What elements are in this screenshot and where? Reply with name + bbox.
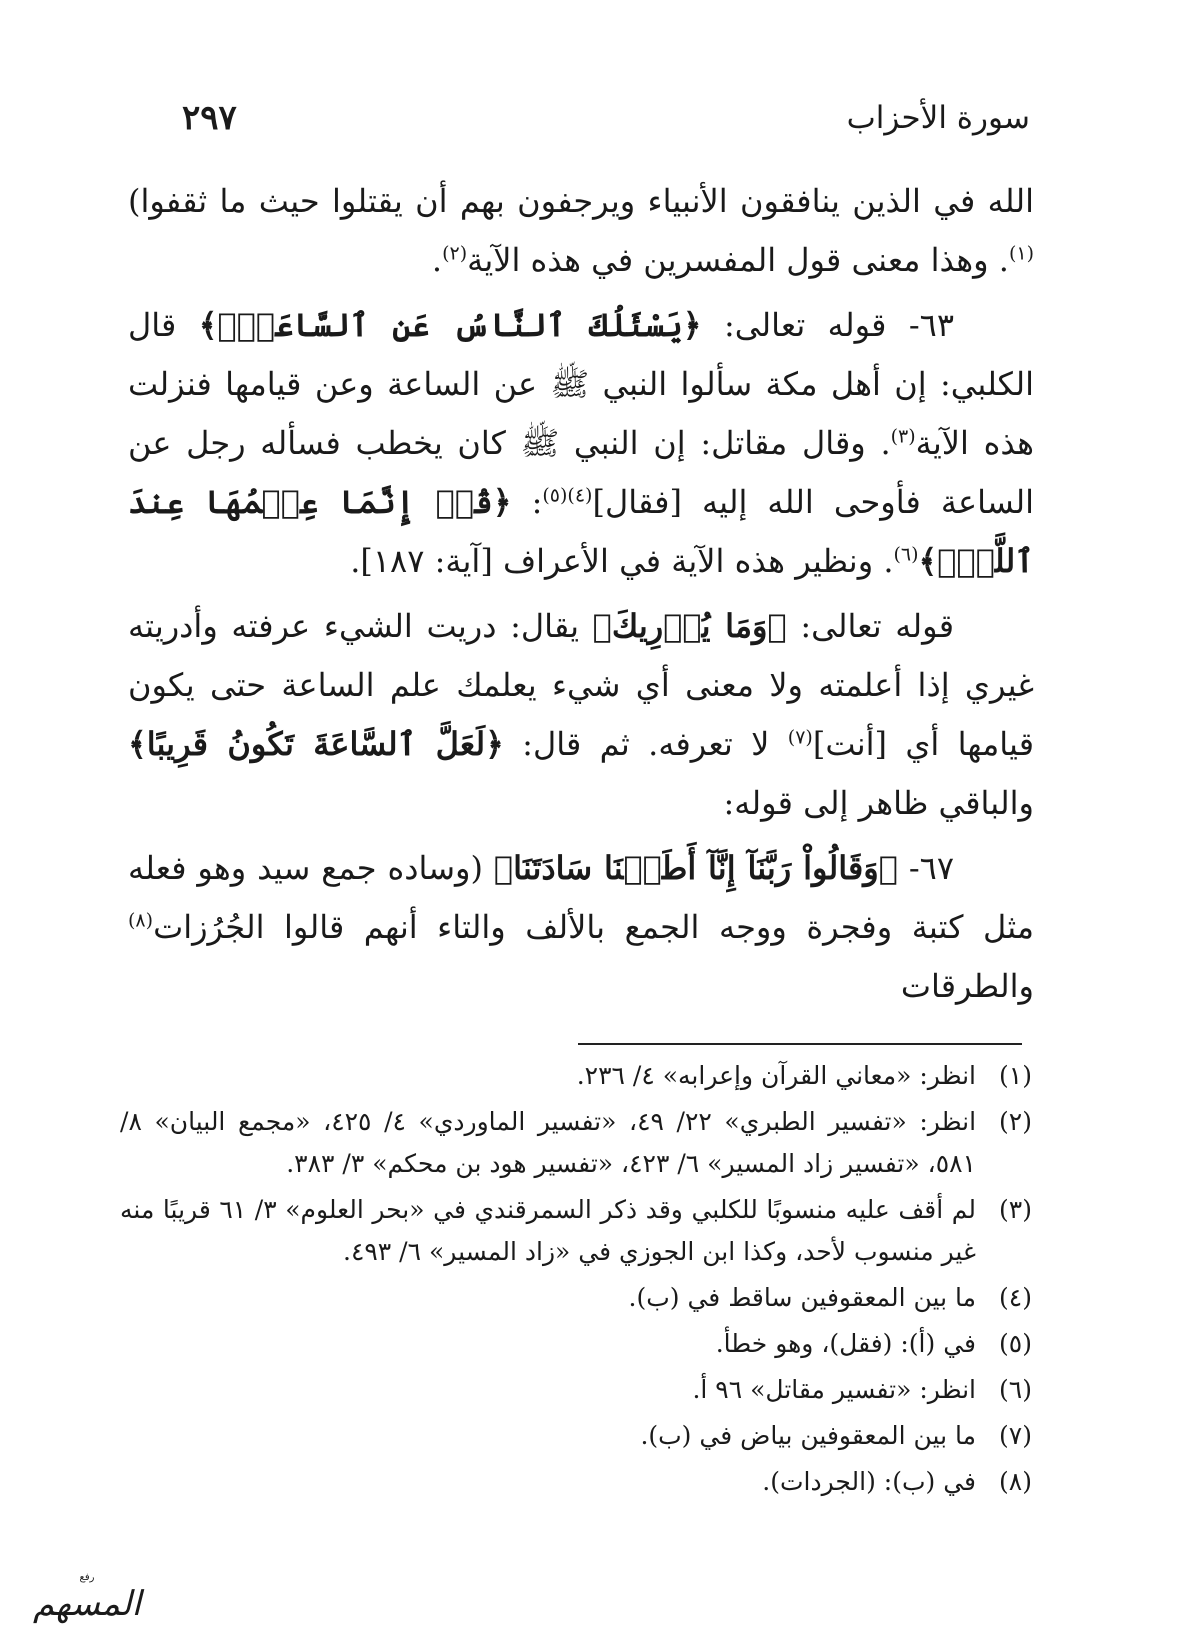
quran-quote: ﴿وَمَا يُدۡرِيكَ﴾ [592,607,787,645]
text-segment: . وهذا معنى قول المفسرين في هذه الآية [467,241,1009,279]
paragraph [128,172,1034,290]
quran-quote: ﴿لَعَلَّ ٱلسَّاعَةَ تَكُونُ قَرِيبًا﴾ [128,725,504,763]
footnote-text: انظر: «تفسير مقاتل» ٩٦ أ. [692,1375,976,1404]
footnote-marker: (٧) [787,726,813,749]
text-segment: قال الكلبي: إن أهل مكة سألوا النبي ﷺ عن الساعة وعن قيامها فنزلت هذه الآية [128,306,1034,462]
footnote-text: في (ب): (الجردات). [762,1467,976,1496]
surah-title: سورة الأحزاب [846,100,1030,136]
footnote-number: (٥) [999,1329,1032,1358]
paragraph [128,839,1034,1016]
footnote [120,1415,1032,1457]
paragraph [128,597,1034,833]
footnote [120,1369,1032,1411]
footnote-marker: (٨) [128,909,154,932]
text-segment: لا تعرفه. ثم قال: [503,725,788,763]
footnote-marker: (٢) [442,242,468,265]
footnote [120,1323,1032,1365]
footnote-marker: (٤)(٥) [542,484,593,507]
stamp-text: المسهم [32,1584,142,1624]
footnote-number: (٤) [999,1283,1032,1312]
footnote-number: (١) [999,1061,1032,1090]
quran-quote: ﴿يَسْئَلُكَ ٱلنَّاسُ عَنِ ٱلسَّاعَةِۖ﴾ [198,306,702,344]
footnote [120,1461,1032,1503]
stamp-subtext: رفع [79,1572,95,1583]
footnote-number: (٨) [999,1467,1032,1496]
footnote-number: (٦) [999,1375,1032,1404]
text-segment: . ونظير هذه الآية في الأعراف [آية: ١٨٧]. [350,542,894,580]
footnote-separator [578,1043,1022,1045]
footnote-number: (٢) [999,1107,1032,1136]
text-segment: والباقي ظاهر إلى قوله: [723,784,1034,822]
footnote [120,1189,1032,1273]
footnote [120,1055,1032,1097]
text-segment: . [431,241,443,279]
footnote-text: انظر: «تفسير الطبري» ٢٢/ ٤٩، «تفسير الماوردي» ٤/ ٤٢٥، «مجمع البيان» ٨/ ٥٨١، «تفسير زاد المسير» ٦/ ٤٢٣، «تفسير هود بن محكم» ٣/ ٣٨٣. [120,1107,977,1178]
footnotes [120,1055,1032,1507]
text-segment: والطرقات [900,967,1034,1005]
main-text [128,172,1034,1022]
text-segment: يقال: دريت الشيء عرفته وأدريته غيري إذا أعلمته ولا معنى أي شيء يعلمك علم الساعة حتى يكون قيامها أي [أنت] [128,607,1035,763]
footnote [120,1101,1032,1185]
footnote [120,1277,1032,1319]
text-segment: الله في الذين ينافقون الأنبياء ويرجفون بهم أن يقتلوا حيث ما ثقفوا) [128,182,1035,220]
footnote-marker: (٣) [890,425,916,448]
footnote-text: ما بين المعقوفين ساقط في (ب). [628,1283,976,1312]
page-number: ٢٩٧ [182,98,237,138]
footnote-text: في (أ): (فقل)، وهو خطأ. [715,1329,976,1358]
text-segment: . وقال مقاتل: إن النبي ﷺ كان يخطب فسأله رجل عن الساعة فأوحى الله إليه [فقال] [128,424,1035,521]
footnote-text: ما بين المعقوفين بياض في (ب). [640,1421,976,1450]
footnote-text: لم أقف عليه منسوبًا للكلبي وقد ذكر السمرقندي في «بحر العلوم» ٣/ ٦١ قريبًا منه غير منسوب لأحد، وكذا ابن الجوزي في «زاد المسير» ٦/ ٤٩٣. [120,1195,976,1266]
quran-quote: ﴿وَقَالُواْ رَبَّنَآ إِنَّآ أَطَعۡنَا سَادَتَنَا﴾ [493,849,898,887]
footnote-number: (٧) [999,1421,1032,1450]
library-stamp-logo [12,1572,162,1634]
footnote-number: (٣) [999,1195,1032,1224]
paragraph [128,296,1034,591]
text-segment: قوله تعالى: [786,607,955,645]
text-segment: ٦٣- قوله تعالى: [701,306,955,344]
text-segment: : [511,483,543,521]
footnote-marker: (٦) [893,543,919,566]
text-segment: (وساده جمع سيد وهو فعله مثل كتبة وفجرة ووجه الجمع بالألف والتاء أنهم قالوا الجُرُزات [128,849,1034,946]
footnote-marker: (١) [1008,242,1034,265]
text-segment: ٦٧- [897,849,955,887]
page-header [170,92,1030,148]
quran-quote: ﴿قُلۡ إِنَّمَا عِلۡمُهَا عِندَ ٱللَّهِۚ﴾ [128,483,1034,580]
footnote-text: انظر: «معاني القرآن وإعرابه» ٤/ ٢٣٦. [576,1061,976,1090]
